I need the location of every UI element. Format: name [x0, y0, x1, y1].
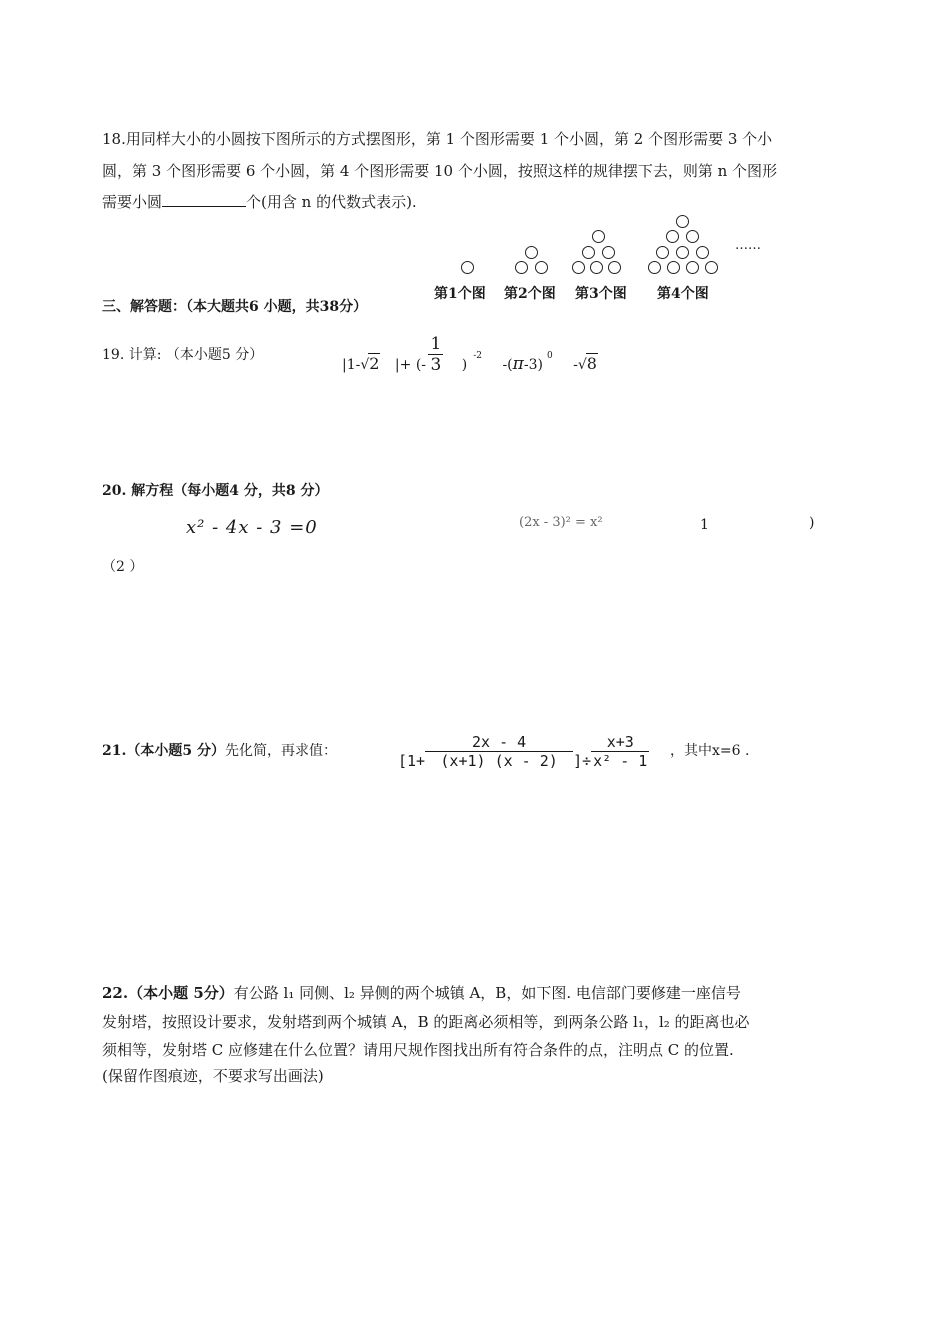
circle: [461, 261, 474, 274]
circle: [590, 261, 603, 274]
bracket-open: [1+: [398, 752, 426, 770]
q21-text: 先化简，再求值：: [224, 743, 337, 759]
fig-label-1: 第1个图: [434, 286, 486, 302]
q22-label: 22.（本小题 5分）: [102, 984, 234, 1002]
circle: [648, 261, 661, 274]
q22-line1: [102, 985, 741, 1001]
circle: [525, 246, 538, 259]
q22-line2: 发射塔，按照设计要求，发射塔到两个城镇 A，B 的距离必须相等，到两条公路 l₁，l₂ 的距离也必: [102, 1013, 750, 1031]
frac2-num: x+3: [591, 733, 649, 752]
bracket-close-div: ]÷: [573, 752, 592, 770]
frac1-num: 2x - 4: [425, 733, 573, 752]
fraction-2: [591, 733, 649, 770]
q18-line3: [102, 194, 417, 210]
q21-expression: [398, 733, 649, 783]
fraction-one-third: [428, 334, 443, 375]
sqrt-8: 8: [586, 353, 597, 373]
circle: [667, 261, 680, 274]
circle: [572, 261, 585, 274]
q19-label: 19. 计算: （本小题5 分）: [102, 347, 264, 363]
q21-tail: ，其中x=6 .: [670, 743, 750, 759]
circle: [705, 261, 718, 274]
circle: [686, 230, 699, 243]
pi-symbol: π: [512, 353, 524, 374]
frac2-den: x² - 1: [593, 752, 648, 770]
circle: [656, 246, 669, 259]
circle: [608, 261, 621, 274]
circle: [515, 261, 528, 274]
expr-abs-close: |+ (-: [394, 356, 427, 373]
ellipsis: ……: [735, 238, 761, 253]
q18-line3-post: 个(用含 n 的代数式表示).: [246, 193, 417, 211]
q21-label: 21.（本小题5 分）: [102, 743, 225, 759]
fig-label-2: 第2个图: [504, 286, 556, 302]
q20-title: 20. 解方程（每小题4 分，共8 分）: [102, 483, 329, 499]
expr-paren-close: ): [461, 356, 468, 373]
sqrt-2: 2: [369, 353, 380, 373]
q18-line1: 18.用同样大小的小圆按下图所示的方式摆图形，第 1 个图形需要 1 个小圆，第 2 个图形需要 3 个小: [102, 130, 773, 148]
expr-abs-open: |1-: [342, 356, 361, 373]
circle: [666, 230, 679, 243]
exponent-neg-2: -2: [473, 350, 482, 361]
circle: [686, 261, 699, 274]
fig-label-4: 第4个图: [657, 286, 709, 302]
expr-minus-paren: -(: [502, 356, 513, 373]
section-heading: 三、解答题：（本大题共6 小题，共38分）: [102, 299, 368, 315]
fig-label-3: 第3个图: [575, 286, 627, 302]
frac-den: 3: [430, 355, 442, 375]
frac1-den: (x+1) (x - 2): [440, 752, 558, 770]
expr-minus: -: [573, 356, 578, 373]
circle: [676, 215, 689, 228]
q22-line3: 须相等，发射塔 C 应修建在什么位置？请用尺规作图找出所有符合条件的点，注明点 C 的位置.: [102, 1041, 734, 1059]
exponent-zero: 0: [546, 350, 553, 361]
q20-equation-1: x² - 4x - 3 =0: [186, 517, 318, 538]
circle: [696, 246, 709, 259]
q20-number-1: 1: [700, 517, 709, 533]
circle: [592, 230, 605, 243]
circle: [676, 246, 689, 259]
expr-minus-3: -3): [523, 356, 543, 373]
q22-text-1: 有公路 l₁ 同侧、l₂ 异侧的两个城镇 A，B，如下图. 电信部门要修建一座信号: [233, 984, 741, 1002]
circle: [535, 261, 548, 274]
q19-expression: |1-√2 |+ (- $\frac{1}{3}$ )$^{-2}$ $-(\pi-3)^0$ -√8: [342, 334, 597, 375]
answer-blank[interactable]: [162, 194, 246, 207]
fraction-1: [425, 733, 573, 770]
q18-line2: 圆，第 3 个图形需要 6 个小圆，第 4 个图形需要 10 个小圆，按照这样的规律摆下去，则第 n 个图形: [102, 162, 778, 180]
q18-line3-pre: 需要小圆: [102, 193, 163, 211]
q21-statement: [102, 740, 337, 760]
q20-equation-2: (2x - 3)² = x²: [519, 515, 603, 530]
q20-paren-close: ): [809, 515, 815, 531]
q20-number-2: （2 ）: [102, 559, 144, 575]
circle: [582, 246, 595, 259]
frac-num: 1: [430, 334, 442, 354]
q22-line4: (保留作图痕迹，不要求写出画法): [102, 1067, 324, 1085]
circle: [602, 246, 615, 259]
